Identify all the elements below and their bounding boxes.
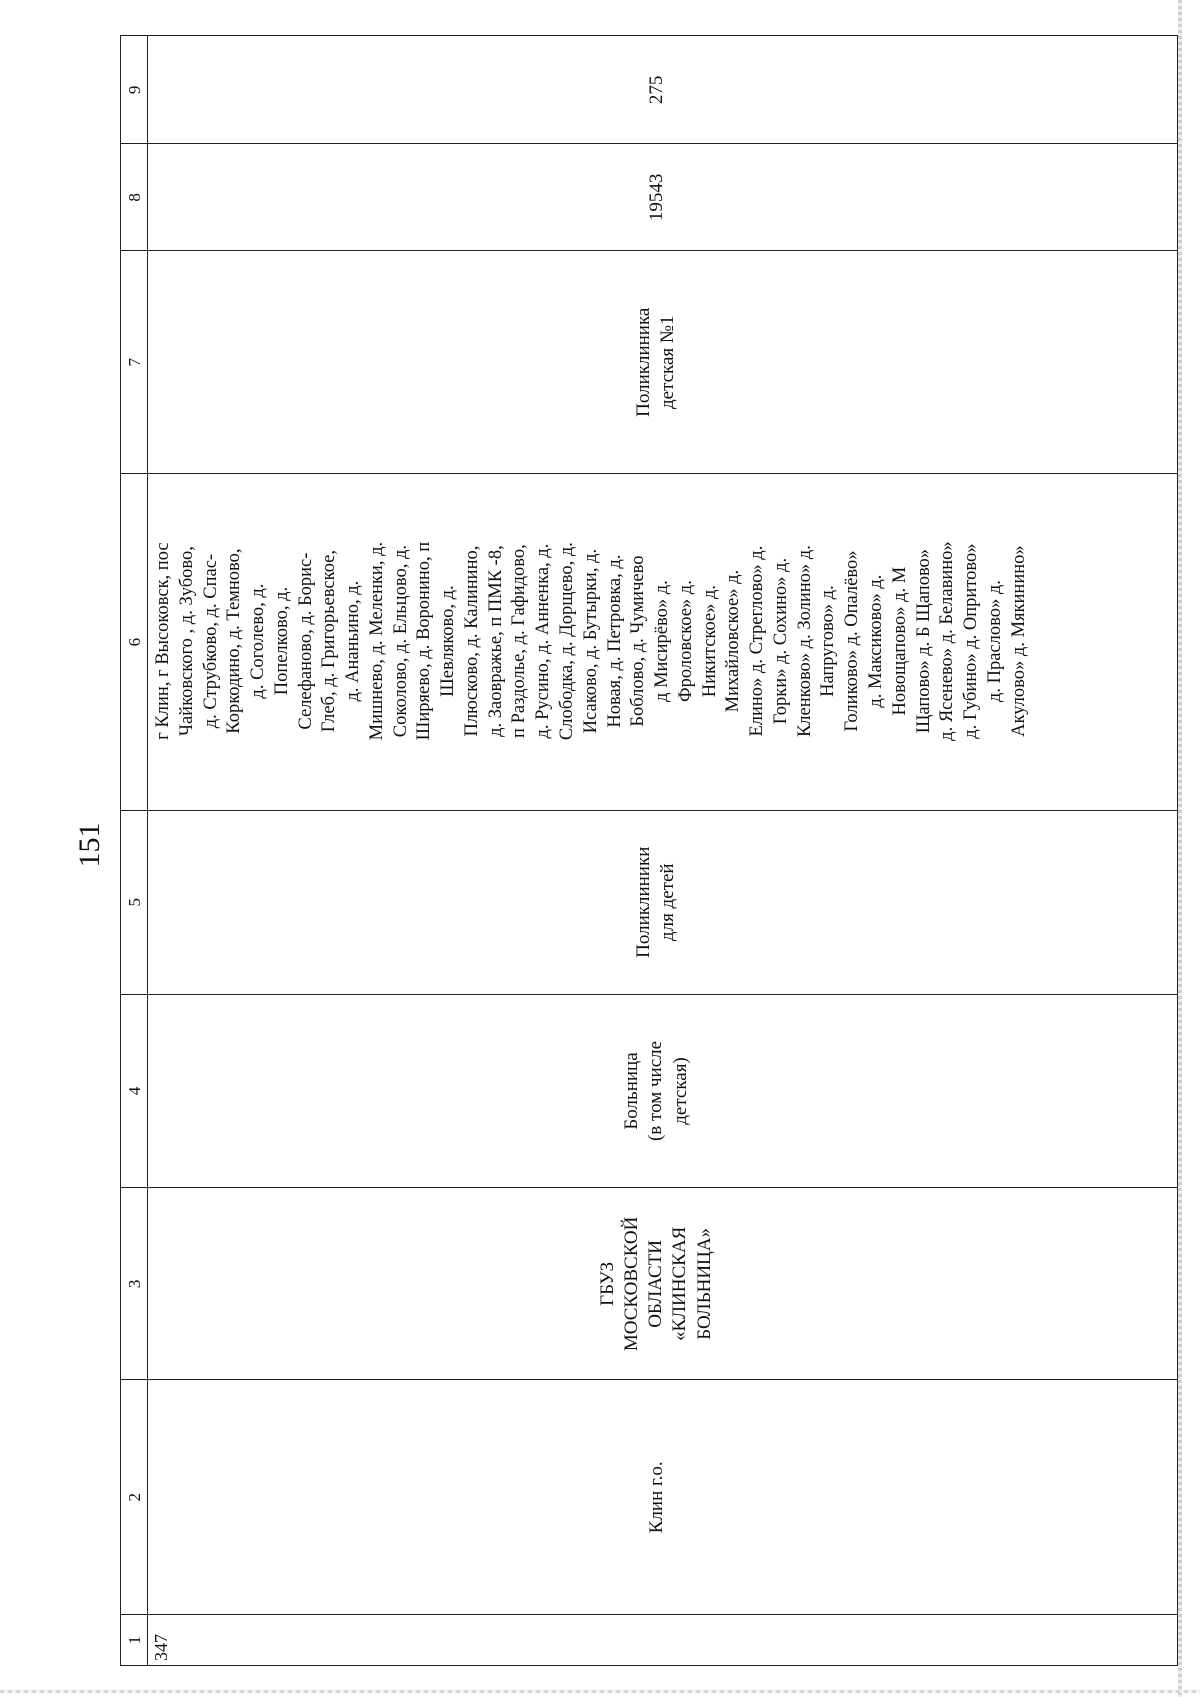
value-col8: 19543 <box>645 173 667 222</box>
text-cell-col4 <box>148 994 1178 1188</box>
data-table <box>120 35 1178 1666</box>
header-cell: 4 <box>121 994 148 1188</box>
header-cell: 1 <box>121 1615 148 1666</box>
value-col9: 275 <box>645 75 667 105</box>
header-cell: 9 <box>121 36 148 144</box>
text-cell-col2 <box>148 1380 1178 1615</box>
header-cell: 2 <box>121 1380 148 1615</box>
header-row <box>121 36 148 1666</box>
cell-text-col4: Больница (в том числе детская) <box>621 1040 691 1142</box>
row-number: 347 <box>151 1634 171 1661</box>
header-cell: 5 <box>121 810 148 994</box>
scan-edge <box>1178 0 1182 1697</box>
value-cell <box>148 36 1178 144</box>
text-cell-col5 <box>148 810 1178 994</box>
text-cell-col7 <box>148 251 1178 474</box>
page-number: 151 <box>73 822 106 868</box>
addresses-cell <box>148 474 1178 811</box>
rotated-table-container <box>120 36 1178 1666</box>
table-row <box>148 36 1178 1666</box>
cell-text-col5: Поликлиники для детей <box>633 846 679 958</box>
served-localities: г Клин, г Высоковск, пос Чайковского , д. Зубово, д. Струбково, д. Спас- Коркодино, д. Темново, д. Соголево, д. Попелково, д. Селефаново, д. Борис- Глеб, д. Григорьевское, д. Ананьино, д. Мишнево, д. Меленки, д. Соколово, д. Ельцово, д. Ширяево, д. Воронино, п Шевляково, д. Плюсково, д. Калинино, д. Заовражье, п ПМК -8, п Раздолье, д. Гафидово, д. Русино, д. Аннeнка, д. Слободка, д. Дорщево, д. Исаково, д. Бутырки, д. Новая, д. Петровка, д. Боблово, д. Чумичево д Мисирёво» д. Фроловское» д. Никитское» д. Михайловское» д. Елино» д. Стреглово» д. Горки» д. Сохино» д. Кленково» д. Золино» д. Напругово» д. Голиково» д. Опалёво» д. Максиково» д. Новощапово» д. М Щапово» д. Б Щапово» д. Ясенево» д. Белавино» д. Губино» д. Опритово» д. Праслово» д. Акулово» д. Мякинино» <box>153 541 1029 741</box>
cell-text-col3: ГБУЗ МОСКОВСКОЙ ОБЛАСТИ «КЛИНСКАЯ БОЛЬНИЦА» <box>596 1216 715 1352</box>
value-cell <box>148 144 1178 251</box>
cell-text-col7: Поликлиника детская №1 <box>633 307 679 417</box>
header-cell: 6 <box>121 474 148 811</box>
header-cell: 3 <box>121 1188 148 1380</box>
header-cell: 8 <box>121 144 148 251</box>
text-cell-col3 <box>148 1188 1178 1380</box>
header-cell: 7 <box>121 251 148 474</box>
cell-text-col2: Клин г.о. <box>645 1461 667 1534</box>
row-number-cell <box>148 1615 1178 1666</box>
scan-edge-bottom <box>0 1690 1200 1693</box>
